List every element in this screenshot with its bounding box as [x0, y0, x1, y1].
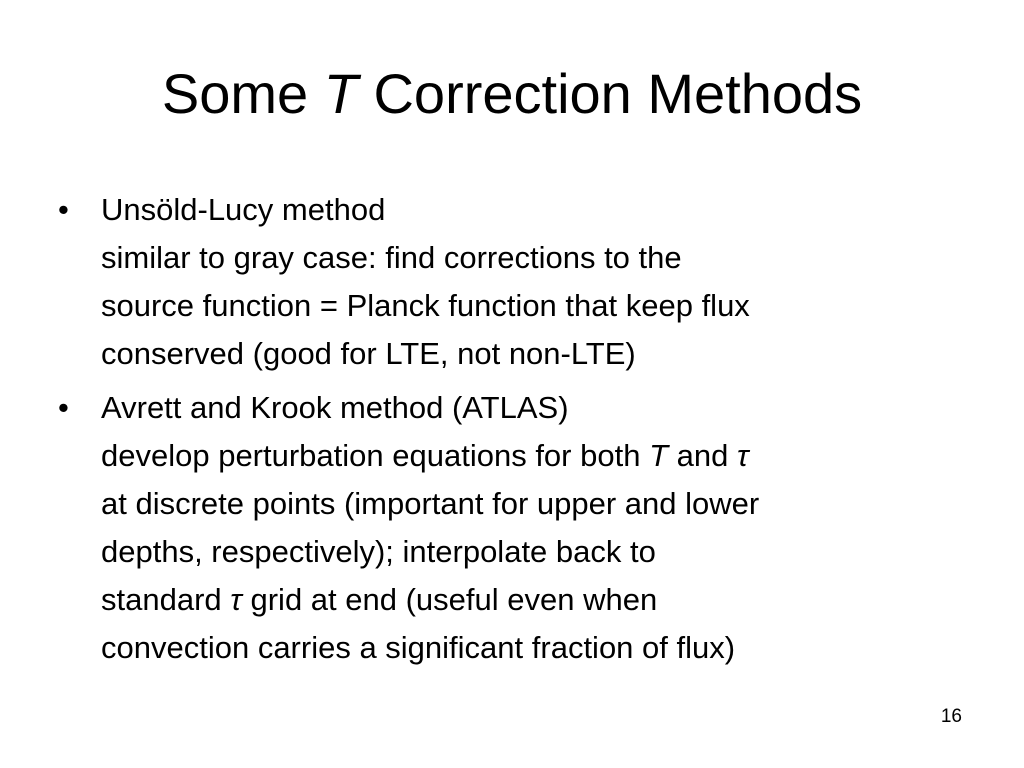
slide-title [0, 58, 1024, 130]
bullet-list [58, 186, 978, 678]
title-variable-T: T [323, 62, 358, 125]
bullet-heading [101, 384, 978, 432]
bullet-dot-icon: • [58, 192, 69, 227]
text-run: and [668, 438, 737, 473]
bullet-item-avrett-krook [58, 384, 978, 672]
bullet-line [101, 234, 978, 282]
bullet-heading [101, 186, 978, 234]
text-run: at discrete points (important for upper and lower [101, 486, 760, 521]
bullet-line [101, 576, 978, 624]
text-run: Unsöld-Lucy method [101, 192, 386, 227]
text-run: develop perturbation equations for both [101, 438, 650, 473]
text-run: similar to gray case: find corrections to the [101, 240, 682, 275]
italic-variable-tau: τ [230, 582, 242, 617]
text-run: conserved (good for LTE, not non-LTE) [101, 336, 636, 371]
text-run: source function = Planck function that keep flux [101, 288, 750, 323]
text-run: Avrett and Krook method (ATLAS) [101, 390, 569, 425]
italic-variable-tau: τ [736, 438, 749, 473]
text-run: depths, respectively); interpolate back to [101, 534, 656, 569]
bullet-line [101, 330, 978, 378]
bullet-line [101, 528, 978, 576]
bullet-item-unsold-lucy [58, 186, 978, 378]
text-run: convection carries a significant fraction of flux) [101, 630, 736, 665]
bullet-line [101, 432, 978, 480]
italic-variable-T: T [649, 438, 668, 473]
bullet-line [101, 282, 978, 330]
text-run: grid at end (useful even when [241, 582, 658, 617]
bullet-line [101, 624, 978, 672]
title-text-end: Correction Methods [357, 62, 863, 125]
text-run: standard [101, 582, 231, 617]
bullet-line [101, 480, 978, 528]
title-text-start: Some [161, 62, 324, 125]
bullet-dot-icon: • [58, 390, 69, 425]
page-number: 16 [940, 706, 962, 727]
